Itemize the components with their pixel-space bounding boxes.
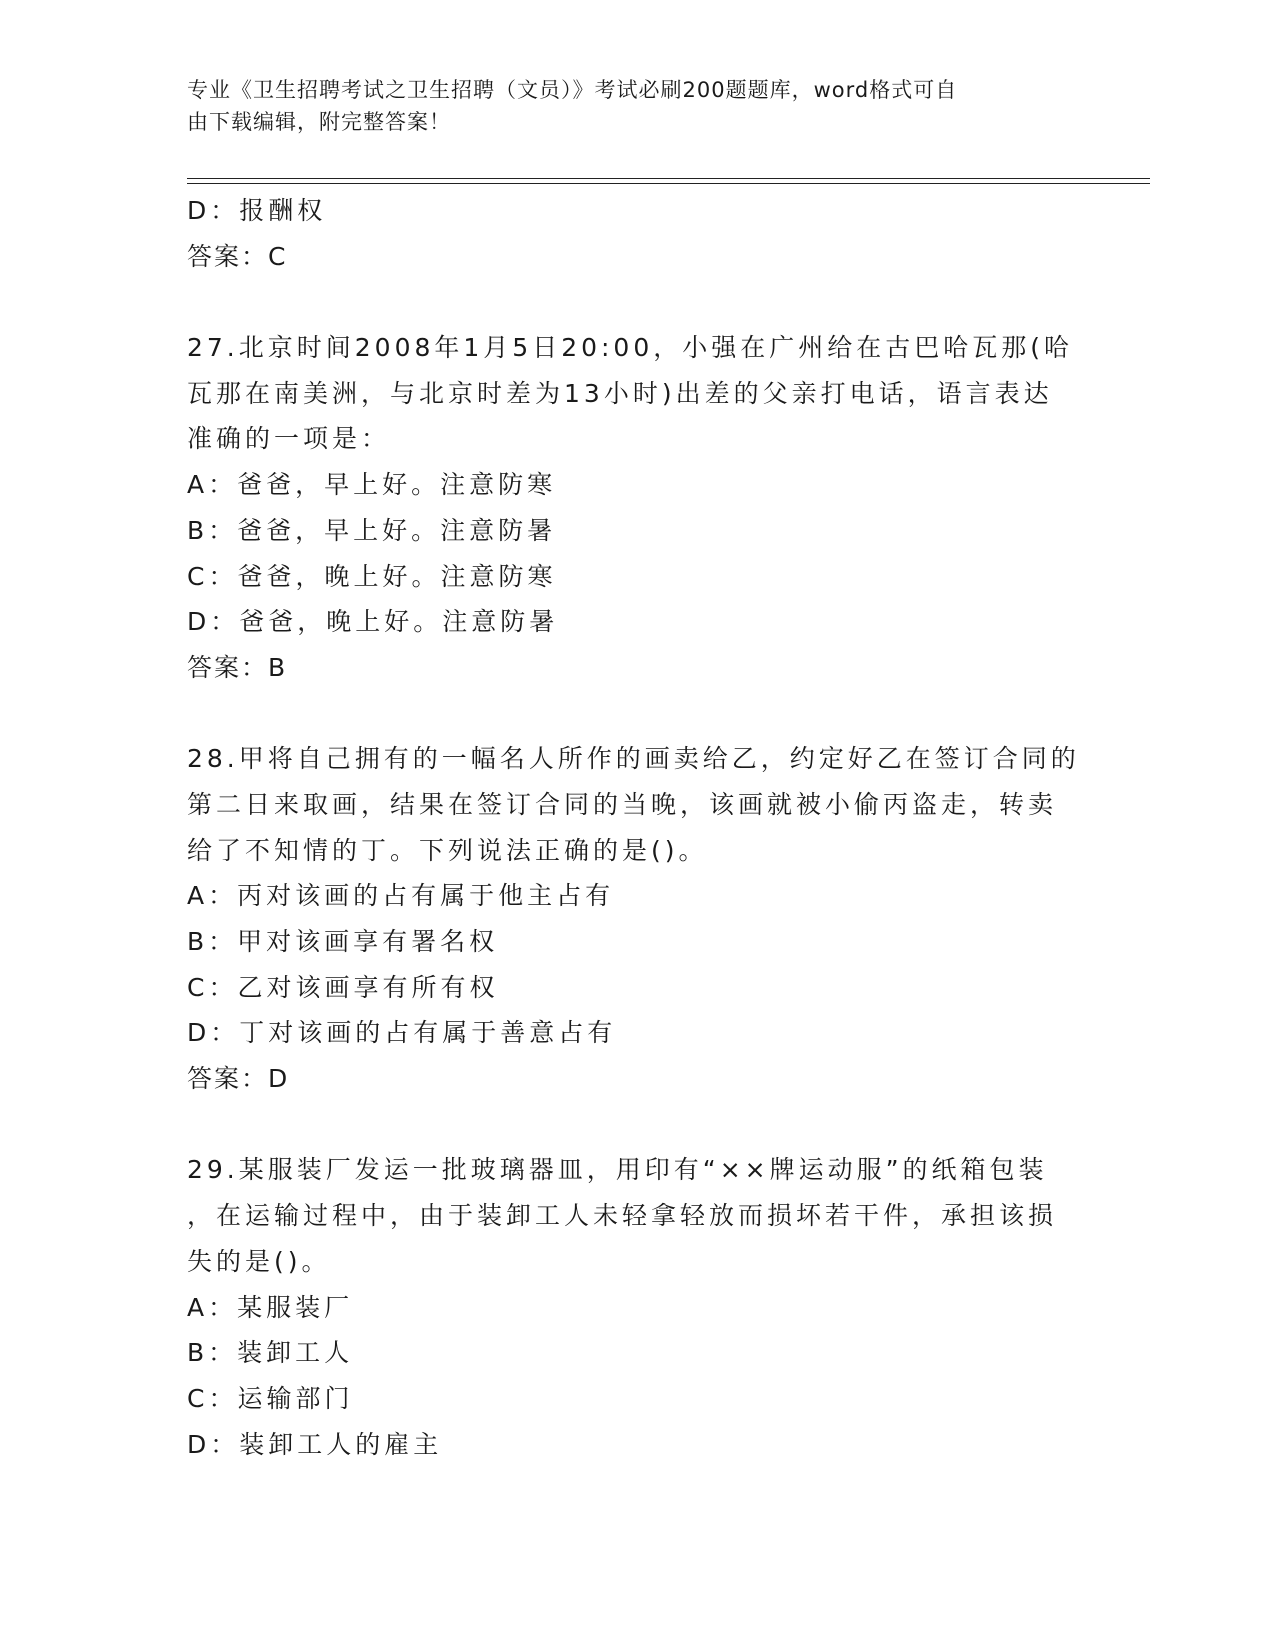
option-d: D：装卸工人的雇主 (187, 1429, 443, 1459)
question-stem-line: 第二日来取画，结果在签订合同的当晚，该画就被小偷丙盗走，转卖 (187, 789, 1058, 819)
prev-option-d: D：报酬权 (187, 196, 327, 225)
question-stem-line: 27.北京时间2008年1月5日20:00，小强在广州给在古巴哈瓦那(哈 (187, 333, 1073, 363)
option-c: C：乙对该画享有所有权 (187, 972, 499, 1002)
question-29 (187, 1147, 1087, 1467)
answer: 答案：D (187, 1064, 290, 1094)
question-stem-line: 给了不知情的丁。下列说法正确的是()。 (187, 835, 708, 865)
prev-answer: 答案：C (187, 241, 288, 271)
header-divider-top (187, 178, 1150, 179)
question-stem-line: 失的是()。 (187, 1246, 331, 1276)
header-divider-bottom (187, 183, 1150, 184)
header-line-2: 由下载编辑，附完整答案！ (187, 110, 451, 134)
spacer (187, 691, 1087, 737)
option-d: D：爸爸，晚上好。注意防暑 (187, 607, 559, 637)
question-stem-line: 瓦那在南美洲，与北京时差为13小时)出差的父亲打电话，语言表达 (187, 378, 1053, 408)
spacer (187, 279, 1087, 325)
spacer (187, 1102, 1087, 1148)
question-28 (187, 736, 1087, 1102)
option-c: C：爸爸，晚上好。注意防寒 (187, 561, 557, 591)
option-a: A：丙对该画的占有属于他主占有 (187, 881, 615, 911)
answer: 答案：B (187, 652, 288, 682)
question-stem-line: 准确的一项是： (187, 424, 391, 454)
header-line-1: 专业《卫生招聘考试之卫生招聘（文员）》考试必刷200题题库，word格式可自 (187, 78, 958, 102)
option-c: C：运输部门 (187, 1383, 354, 1413)
option-a: A：某服装厂 (187, 1292, 354, 1322)
question-content (187, 188, 1087, 1467)
option-b: B：爸爸，早上好。注意防暑 (187, 515, 557, 545)
option-b: B：甲对该画享有署名权 (187, 927, 499, 956)
question-stem-line: 28.甲将自己拥有的一幅名人所作的画卖给乙，约定好乙在签订合同的 (187, 744, 1080, 774)
option-b: B：装卸工人 (187, 1338, 354, 1368)
document-header (187, 74, 1067, 138)
option-d: D：丁对该画的占有属于善意占有 (187, 1018, 617, 1048)
question-stem-line: ，在运输过程中，由于装卸工人未轻拿轻放而损坏若干件，承担该损 (187, 1201, 1058, 1231)
question-stem-line: 29.某服装厂发运一批玻璃器皿，用印有“××牌运动服”的纸箱包装 (187, 1155, 1048, 1185)
question-27 (187, 325, 1087, 691)
option-a: A：爸爸，早上好。注意防寒 (187, 470, 557, 500)
